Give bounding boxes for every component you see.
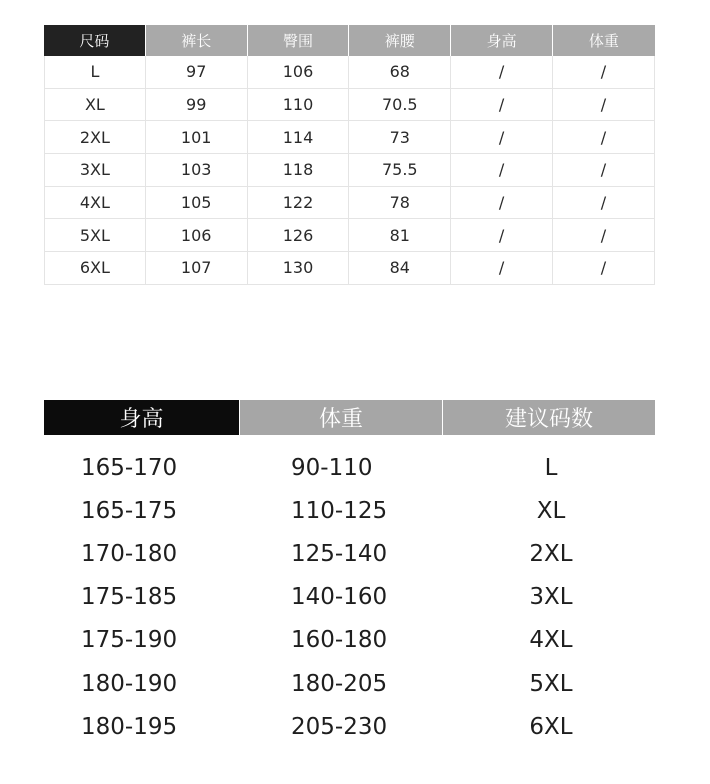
cell-waist: 73 [349, 121, 451, 153]
header-size: 尺码 [44, 25, 146, 56]
weight-range: 205-230 [291, 713, 388, 740]
cell-size: 4XL [44, 187, 146, 219]
size-recommendation-table [44, 400, 655, 748]
cell-hip: 106 [248, 56, 350, 88]
table-row [44, 446, 655, 489]
header-height: 身高 [44, 400, 239, 435]
weight-range: 90-110 [291, 454, 373, 481]
table-row [44, 252, 655, 285]
header-weight: 体重 [553, 25, 655, 56]
height-range: 165-170 [81, 454, 178, 481]
cell-pants-length: 105 [146, 187, 248, 219]
weight-range: 180-205 [291, 670, 388, 697]
table-row [44, 89, 655, 122]
cell-weight: / [553, 89, 655, 121]
recommendation-header [44, 400, 655, 435]
suggested-size: 5XL [529, 670, 573, 697]
cell-waist: 78 [349, 187, 451, 219]
cell-size: 5XL [44, 219, 146, 251]
suggested-size: 6XL [529, 713, 573, 740]
weight-range: 110-125 [291, 497, 388, 524]
cell-height: / [451, 154, 553, 186]
cell-pants-length: 106 [146, 219, 248, 251]
cell-hip: 118 [248, 154, 350, 186]
cell-waist: 81 [349, 219, 451, 251]
weight-range: 140-160 [291, 584, 388, 611]
cell-weight: / [553, 252, 655, 284]
height-range: 170-180 [81, 540, 178, 567]
cell-size: XL [44, 89, 146, 121]
cell-weight: / [553, 154, 655, 186]
table-row [44, 489, 655, 532]
table-row [44, 662, 655, 705]
suggested-size: L [544, 454, 558, 481]
cell-waist: 84 [349, 252, 451, 284]
table-row [44, 121, 655, 154]
height-range: 165-175 [81, 497, 178, 524]
cell-height: / [451, 252, 553, 284]
cell-weight: / [553, 219, 655, 251]
height-range: 180-195 [81, 713, 178, 740]
suggested-size: 3XL [529, 584, 573, 611]
cell-hip: 114 [248, 121, 350, 153]
cell-pants-length: 97 [146, 56, 248, 88]
cell-pants-length: 99 [146, 89, 248, 121]
size-table-header [44, 25, 655, 56]
cell-size: 2XL [44, 121, 146, 153]
table-row [44, 619, 655, 662]
cell-hip: 126 [248, 219, 350, 251]
cell-pants-length: 101 [146, 121, 248, 153]
height-range: 175-190 [81, 627, 178, 654]
cell-size: 3XL [44, 154, 146, 186]
cell-hip: 122 [248, 187, 350, 219]
cell-height: / [451, 89, 553, 121]
cell-pants-length: 103 [146, 154, 248, 186]
cell-weight: / [553, 187, 655, 219]
header-weight: 体重 [239, 400, 442, 435]
table-row [44, 219, 655, 252]
cell-height: / [451, 187, 553, 219]
table-row [44, 532, 655, 575]
cell-size: L [44, 56, 146, 88]
header-height: 身高 [451, 25, 553, 56]
cell-waist: 68 [349, 56, 451, 88]
header-waist: 裤腰 [349, 25, 451, 56]
cell-weight: / [553, 121, 655, 153]
header-hip: 臀围 [248, 25, 350, 56]
cell-height: / [451, 56, 553, 88]
cell-waist: 70.5 [349, 89, 451, 121]
table-row [44, 187, 655, 220]
suggested-size: 4XL [529, 627, 573, 654]
suggested-size: 2XL [529, 540, 573, 567]
cell-hip: 130 [248, 252, 350, 284]
cell-hip: 110 [248, 89, 350, 121]
height-range: 175-185 [81, 584, 178, 611]
table-row [44, 705, 655, 748]
table-row [44, 154, 655, 187]
cell-height: / [451, 121, 553, 153]
table-row [44, 56, 655, 89]
weight-range: 125-140 [291, 540, 388, 567]
size-measurement-table [44, 25, 655, 285]
header-pants-length: 裤长 [146, 25, 248, 56]
cell-height: / [451, 219, 553, 251]
suggested-size: XL [536, 497, 566, 524]
header-suggested-size: 建议码数 [442, 400, 655, 435]
cell-pants-length: 107 [146, 252, 248, 284]
height-range: 180-190 [81, 670, 178, 697]
weight-range: 160-180 [291, 627, 388, 654]
cell-size: 6XL [44, 252, 146, 284]
table-row [44, 576, 655, 619]
cell-waist: 75.5 [349, 154, 451, 186]
cell-weight: / [553, 56, 655, 88]
